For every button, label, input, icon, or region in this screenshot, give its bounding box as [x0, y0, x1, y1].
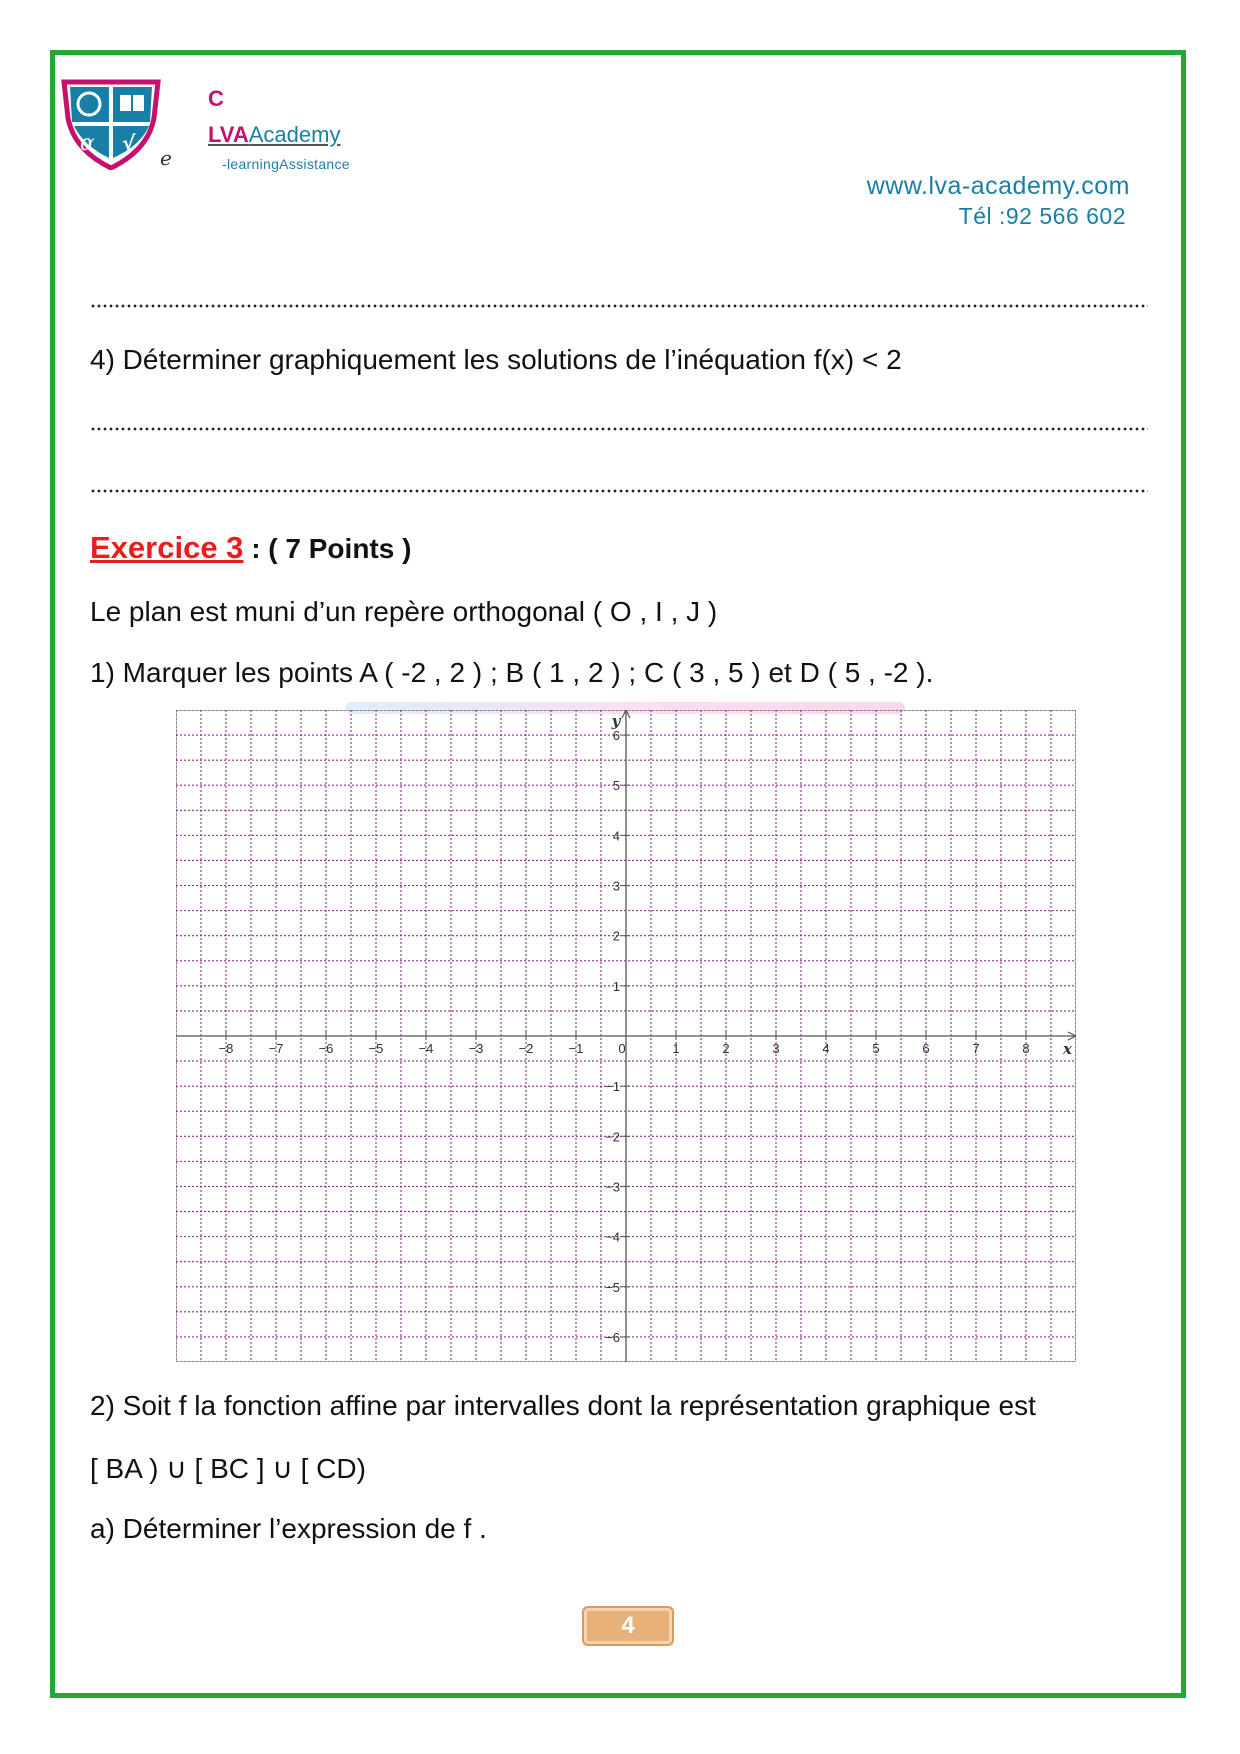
brand-c: C	[208, 86, 224, 111]
x-tick-label: 2	[722, 1041, 730, 1056]
answer-dotted-line	[90, 488, 1148, 494]
exercise-heading	[90, 530, 411, 566]
x-tick-label: 4	[822, 1041, 830, 1056]
x-tick-label: 1	[672, 1041, 680, 1056]
y-tick-label: −3	[605, 1179, 620, 1195]
y-tick-label: −4	[605, 1229, 620, 1245]
question-1: 1) Marquer les points A ( -2 , 2 ) ; B ( 1 , 2 ) ; C ( 3 , 5 ) et D ( 5 , -2 ).	[90, 657, 934, 688]
y-tick-label: 6	[612, 728, 620, 744]
x-tick-label: 8	[1022, 1041, 1030, 1056]
y-tick-label: 2	[612, 928, 620, 944]
brand-lva: LVA	[208, 122, 249, 147]
exercise-intro: Le plan est muni d’un repère orthogonal ( O , I , J )	[90, 596, 718, 627]
question-2-line-2: [ BA ) ∪ [ BC ] ∪ [ CD)	[90, 1453, 366, 1484]
coordinate-grid-svg	[176, 710, 1076, 1362]
answer-dotted-line	[90, 426, 1148, 432]
y-tick-label: 5	[612, 778, 620, 794]
x-tick-label: −4	[418, 1041, 434, 1056]
x-tick-label: −1	[568, 1041, 584, 1056]
y-tick-label: 1	[612, 978, 620, 994]
exercise-title: Exercice 3	[90, 530, 244, 565]
y-tick-label: −2	[605, 1129, 620, 1145]
y-tick-label: −5	[605, 1279, 620, 1295]
answer-dotted-line	[90, 303, 1148, 309]
brand-name	[208, 122, 340, 148]
x-tick-label: 5	[872, 1041, 880, 1056]
y-tick-label: 3	[612, 878, 620, 894]
exercise-points: : ( 7 Points )	[243, 533, 412, 564]
x-tick-label: 3	[772, 1041, 780, 1056]
x-tick-label: −7	[268, 1041, 284, 1056]
x-tick-label: −8	[218, 1041, 234, 1056]
svg-text:α: α	[80, 131, 95, 156]
x-tick-label: 7	[972, 1041, 980, 1056]
x-tick-label: −2	[518, 1041, 534, 1056]
x-tick-label: −6	[318, 1041, 334, 1056]
page-number-badge: 4	[582, 1606, 674, 1646]
website-link[interactable]: www.lva-academy.com	[866, 172, 1130, 200]
x-axis-label: x	[1063, 1040, 1072, 1058]
svg-text:√: √	[122, 131, 136, 155]
x-tick-label: 6	[922, 1041, 930, 1056]
logo-letter: e	[160, 146, 172, 170]
x-tick-label: −5	[368, 1041, 384, 1056]
y-tick-label: −1	[605, 1079, 620, 1095]
question-2a: a) Déterminer l’expression de f .	[90, 1513, 487, 1544]
brand-tagline: -learningAssistance	[222, 156, 350, 172]
lva-shield-logo-icon	[58, 78, 164, 170]
y-tick-label: 4	[612, 828, 620, 844]
question-2-line-1: 2) Soit f la fonction affine par intervalles dont la représentation graphique est	[90, 1390, 1036, 1421]
question-4: 4) Déterminer graphiquement les solutions de l’inéquation f(x) < 2	[90, 344, 902, 375]
coordinate-grid	[176, 710, 1076, 1362]
x-tick-label: −3	[468, 1041, 484, 1056]
y-tick-label: −6	[605, 1329, 620, 1345]
x-tick-label: 0	[618, 1041, 626, 1056]
brand-academy: Academy	[248, 122, 341, 147]
phone-number: Tél :92 566 602	[958, 203, 1126, 229]
y-axis-label: y	[611, 712, 621, 730]
